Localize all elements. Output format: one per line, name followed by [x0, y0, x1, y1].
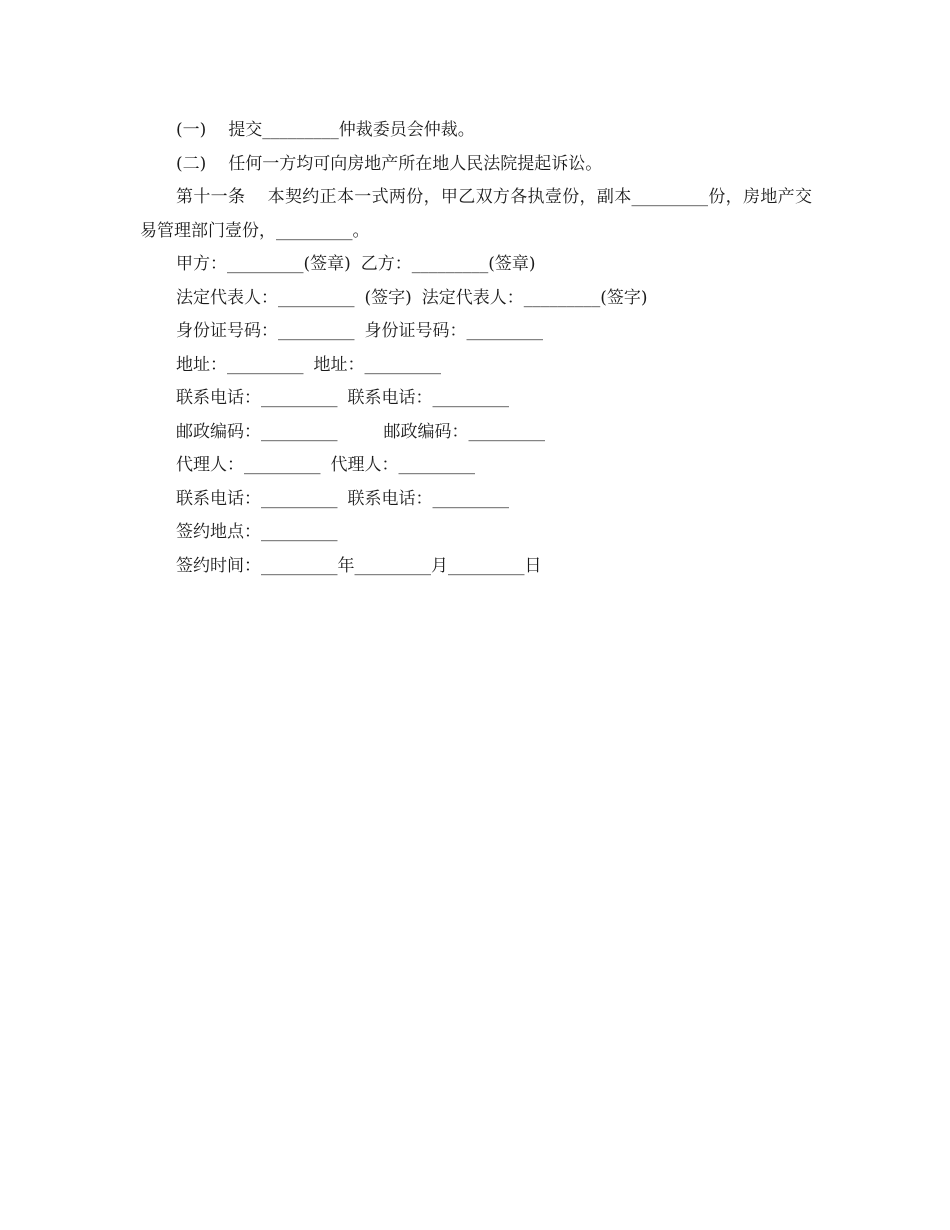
contract-body	[140, 114, 812, 583]
sign-time-row	[140, 550, 812, 584]
clause-item-2	[140, 148, 812, 182]
item-2-label: (二)	[176, 153, 207, 174]
party-b: 乙方：_________(签章)	[360, 254, 536, 274]
item-1-label: (一)	[176, 120, 207, 140]
agent-phone-b: 联系电话：_________	[347, 488, 509, 509]
item-1-text: 提交_________仲裁委员会仲裁。	[228, 120, 475, 140]
address-row	[140, 349, 812, 383]
clause-item-1	[140, 114, 812, 148]
sign-time: 签约时间：_________年_________月_________日	[176, 555, 542, 576]
agent-b: 代理人：_________	[330, 455, 475, 475]
postcode-a: 邮政编码：_________	[176, 421, 338, 442]
id-b: 身份证号码：_________	[364, 321, 543, 341]
phone-a: 联系电话：_________	[176, 388, 338, 408]
id-a: 身份证号码：_________	[176, 321, 355, 341]
article-11	[140, 181, 812, 248]
legal-rep-a-sign: (签字)	[364, 287, 412, 308]
party-row	[140, 248, 812, 282]
address-b: 地址：_________	[313, 354, 441, 375]
sign-place: 签约地点：_________	[176, 522, 338, 542]
agent-phone-a: 联系电话：_________	[176, 488, 338, 509]
postcode-row	[140, 416, 812, 450]
legal-rep-b: 法定代表人：_________(签字)	[421, 287, 648, 308]
legal-rep-row	[140, 282, 812, 316]
postcode-b: 邮政编码：_________	[383, 421, 545, 442]
agent-a: 代理人：_________	[176, 455, 321, 475]
agent-phone-row	[140, 483, 812, 517]
agent-row	[140, 449, 812, 483]
id-row	[140, 315, 812, 349]
address-a: 地址：_________	[176, 354, 304, 375]
legal-rep-a: 法定代表人：_________	[176, 287, 355, 308]
article-11-title: 第十一条	[176, 187, 246, 207]
phone-b: 联系电话：_________	[347, 388, 509, 408]
article-11-text: 本契约正本一式两份，甲乙双方各执壹份，副本_________份，房地产交易管理部门壹份，_________。	[140, 187, 812, 241]
phone-row	[140, 382, 812, 416]
sign-place-row	[140, 516, 812, 550]
party-a: 甲方：_________(签章)	[176, 254, 351, 274]
item-2-text: 任何一方均可向房地产所在地人民法院提起诉讼。	[228, 153, 603, 174]
